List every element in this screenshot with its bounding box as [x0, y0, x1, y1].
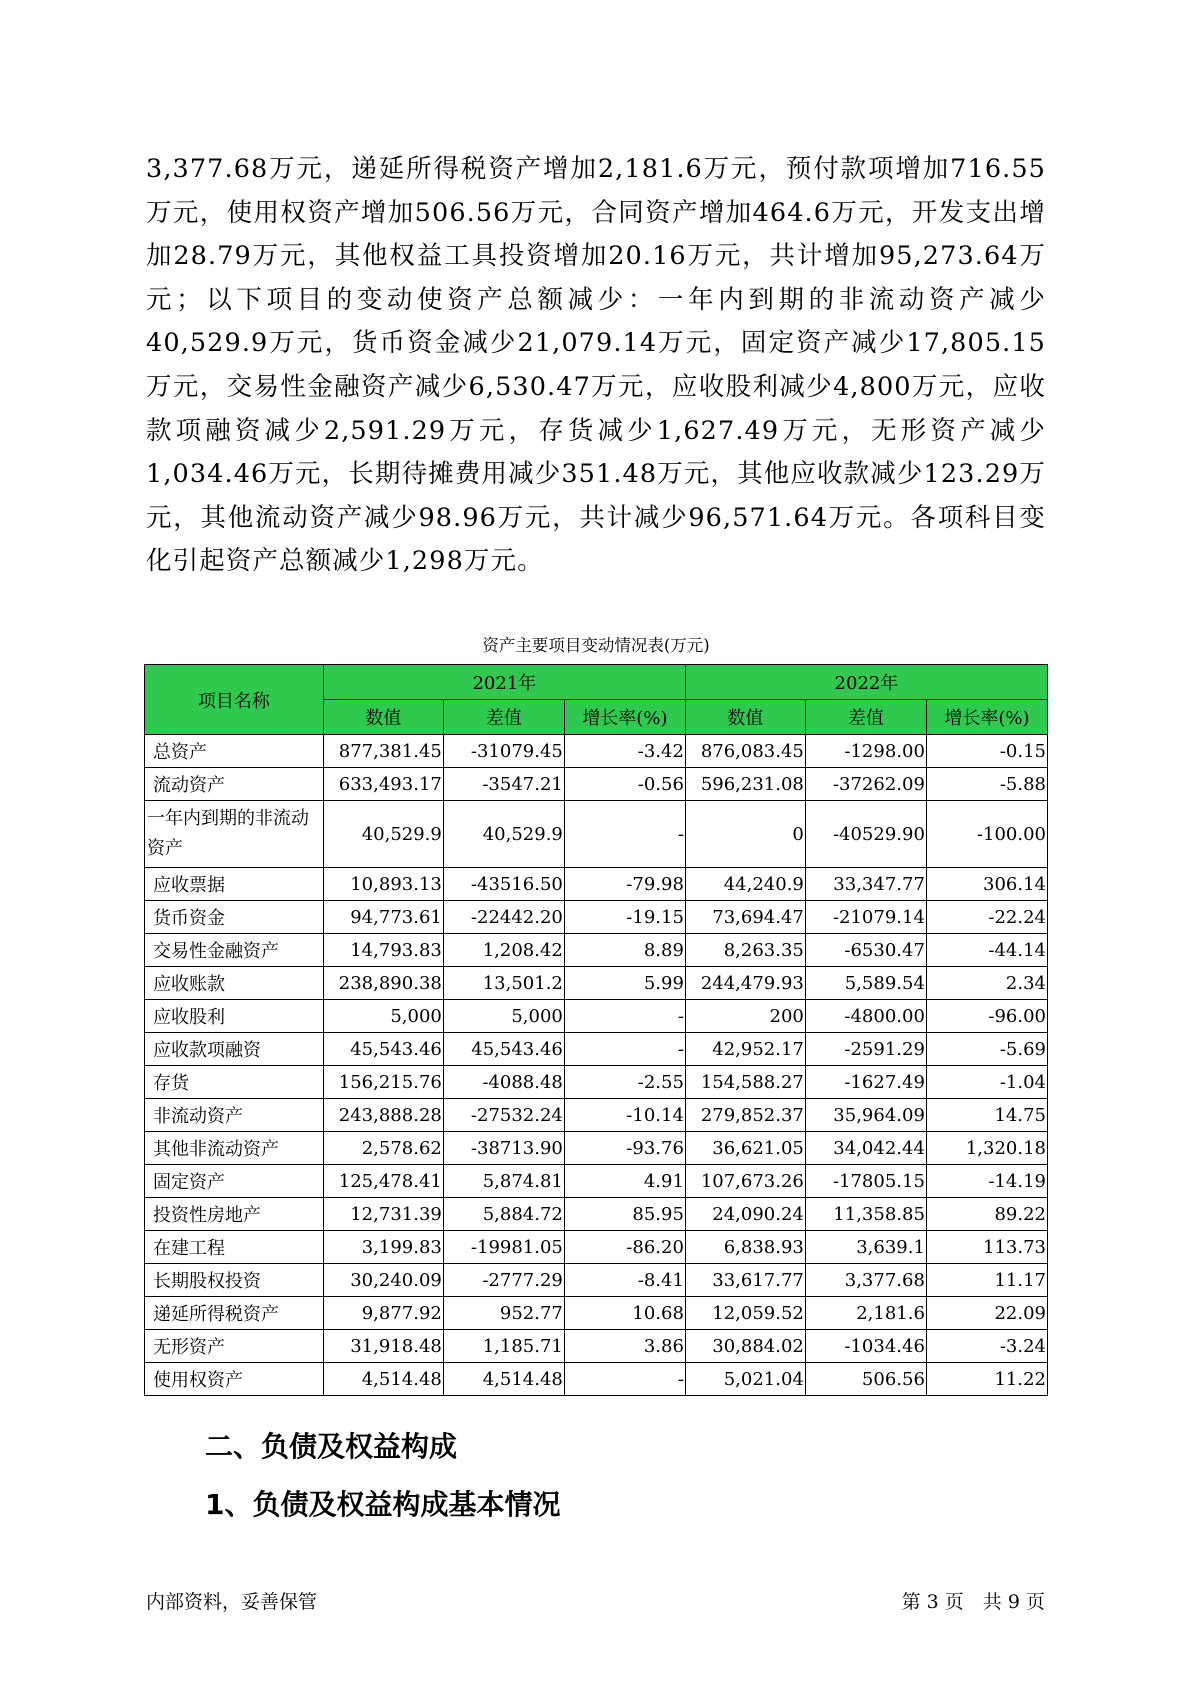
- value-2021-cell: 2,578.62: [323, 1132, 443, 1165]
- value-2021-cell: 94,773.61: [323, 901, 443, 934]
- diff-2022-cell: -1627.49: [805, 1066, 926, 1099]
- page-prefix: 第: [901, 1591, 921, 1613]
- page-current: 3: [926, 1591, 939, 1613]
- rate-2021-cell: -93.76: [564, 1132, 685, 1165]
- diff-2021-cell: 5,884.72: [443, 1198, 564, 1231]
- diff-2022-cell: -1298.00: [805, 735, 926, 768]
- rate-2021-cell: -86.20: [564, 1231, 685, 1264]
- body-paragraph: 3,377.68万元，递延所得税资产增加2,181.6万元，预付款项增加716.55万元，使用权资产增加506.56万元，合同资产增加464.6万元，开发支出增加28.79万元，其他权益工具投资增加20.16万元，共计增加95,273.64万元；以下项目的变动使资产总额减少：一年内到期的非流动资产减少40,529.9万元，货币资金减少21,079.14万元，固定资产减少17,805.15万元，交易性金融资产减少6,530.47万元，应收股利减少4,800万元，应收款项融资减少2,591.29万元，存货减少1,627.49万元，无形资产减少1,034.46万元，长期待摊费用减少351.48万元，其他应收款减少123.29万元，其他流动资产减少98.96万元，共计减少96,571.64万元。各项科目变化引起资产总额减少1,298万元。: [146, 154, 1046, 577]
- value-2021-cell: 31,918.48: [323, 1330, 443, 1363]
- value-2022-cell: 279,852.37: [685, 1099, 805, 1132]
- rate-2021-cell: -0.56: [564, 768, 685, 801]
- value-2021-cell: 3,199.83: [323, 1231, 443, 1264]
- diff-2021-cell: -3547.21: [443, 768, 564, 801]
- diff-2022-cell: -21079.14: [805, 901, 926, 934]
- value-2022-cell: 0: [685, 801, 805, 868]
- diff-2021-cell: 5,874.81: [443, 1165, 564, 1198]
- diff-2022-cell: 3,377.68: [805, 1264, 926, 1297]
- diff-2021-cell: -2777.29: [443, 1264, 564, 1297]
- value-2021-cell: 10,893.13: [323, 868, 443, 901]
- page-suffix: 页: [1025, 1591, 1045, 1613]
- diff-2021-cell: 45,543.46: [443, 1033, 564, 1066]
- rate-2022-cell: -14.19: [926, 1165, 1047, 1198]
- rate-2022-cell: -0.15: [926, 735, 1047, 768]
- diff-2021-cell: 1,185.71: [443, 1330, 564, 1363]
- rate-2022-cell: 11.22: [926, 1363, 1047, 1396]
- table-row: [145, 1198, 1048, 1231]
- rate-2021-cell: 8.89: [564, 934, 685, 967]
- value-2021-cell: 877,381.45: [323, 735, 443, 768]
- header-2021-value: 数值: [323, 700, 443, 735]
- item-name-cell: 无形资产: [145, 1330, 324, 1363]
- table-row: [145, 801, 1048, 868]
- value-2022-cell: 596,231.08: [685, 768, 805, 801]
- value-2021-cell: 12,731.39: [323, 1198, 443, 1231]
- table-row: [145, 934, 1048, 967]
- diff-2022-cell: 34,042.44: [805, 1132, 926, 1165]
- value-2021-cell: 243,888.28: [323, 1099, 443, 1132]
- item-name-cell: 总资产: [145, 735, 324, 768]
- table-row: [145, 1363, 1048, 1396]
- item-name-cell: 使用权资产: [145, 1363, 324, 1396]
- value-2021-cell: 30,240.09: [323, 1264, 443, 1297]
- table-row: [145, 868, 1048, 901]
- diff-2021-cell: 4,514.48: [443, 1363, 564, 1396]
- rate-2021-cell: 5.99: [564, 967, 685, 1000]
- value-2022-cell: 8,263.35: [685, 934, 805, 967]
- item-name-cell: 投资性房地产: [145, 1198, 324, 1231]
- header-year-2022: 2022年: [685, 665, 1047, 700]
- value-2022-cell: 244,479.93: [685, 967, 805, 1000]
- rate-2022-cell: 113.73: [926, 1231, 1047, 1264]
- rate-2021-cell: -: [564, 1363, 685, 1396]
- value-2022-cell: 154,588.27: [685, 1066, 805, 1099]
- rate-2022-cell: -96.00: [926, 1000, 1047, 1033]
- rate-2022-cell: -3.24: [926, 1330, 1047, 1363]
- table-row: [145, 735, 1048, 768]
- rate-2022-cell: -5.88: [926, 768, 1047, 801]
- item-name-cell: 在建工程: [145, 1231, 324, 1264]
- header-item-name: 项目名称: [145, 665, 324, 735]
- subsection-heading: 1、负债及权益构成基本情况: [205, 1488, 561, 1521]
- header-2021-diff: 差值: [443, 700, 564, 735]
- item-name-cell: 固定资产: [145, 1165, 324, 1198]
- header-2022-value: 数值: [685, 700, 805, 735]
- table-row: [145, 967, 1048, 1000]
- table-row: [145, 1231, 1048, 1264]
- table-row: [145, 901, 1048, 934]
- page-mid: 页 共: [944, 1591, 1002, 1613]
- value-2022-cell: 44,240.9: [685, 868, 805, 901]
- diff-2022-cell: -40529.90: [805, 801, 926, 868]
- diff-2022-cell: -17805.15: [805, 1165, 926, 1198]
- diff-2022-cell: -2591.29: [805, 1033, 926, 1066]
- value-2022-cell: 5,021.04: [685, 1363, 805, 1396]
- value-2022-cell: 107,673.26: [685, 1165, 805, 1198]
- diff-2022-cell: 35,964.09: [805, 1099, 926, 1132]
- value-2022-cell: 30,884.02: [685, 1330, 805, 1363]
- item-name-cell: 一年内到期的非流动资产: [145, 801, 324, 868]
- header-2022-diff: 差值: [805, 700, 926, 735]
- rate-2021-cell: -: [564, 801, 685, 868]
- value-2022-cell: 24,090.24: [685, 1198, 805, 1231]
- value-2022-cell: 200: [685, 1000, 805, 1033]
- item-name-cell: 长期股权投资: [145, 1264, 324, 1297]
- value-2022-cell: 36,621.05: [685, 1132, 805, 1165]
- diff-2022-cell: -4800.00: [805, 1000, 926, 1033]
- value-2021-cell: 9,877.92: [323, 1297, 443, 1330]
- value-2021-cell: 156,215.76: [323, 1066, 443, 1099]
- diff-2022-cell: 3,639.1: [805, 1231, 926, 1264]
- table-row: [145, 1297, 1048, 1330]
- value-2021-cell: 633,493.17: [323, 768, 443, 801]
- diff-2021-cell: -4088.48: [443, 1066, 564, 1099]
- value-2021-cell: 5,000: [323, 1000, 443, 1033]
- rate-2022-cell: 89.22: [926, 1198, 1047, 1231]
- rate-2021-cell: -3.42: [564, 735, 685, 768]
- value-2022-cell: 876,083.45: [685, 735, 805, 768]
- rate-2021-cell: 10.68: [564, 1297, 685, 1330]
- item-name-cell: 其他非流动资产: [145, 1132, 324, 1165]
- table-row: [145, 1033, 1048, 1066]
- value-2021-cell: 238,890.38: [323, 967, 443, 1000]
- diff-2021-cell: 952.77: [443, 1297, 564, 1330]
- rate-2022-cell: -1.04: [926, 1066, 1047, 1099]
- table-row: [145, 1099, 1048, 1132]
- diff-2021-cell: -19981.05: [443, 1231, 564, 1264]
- rate-2021-cell: -8.41: [564, 1264, 685, 1297]
- diff-2021-cell: -22442.20: [443, 901, 564, 934]
- value-2022-cell: 12,059.52: [685, 1297, 805, 1330]
- value-2021-cell: 45,543.46: [323, 1033, 443, 1066]
- table-row: [145, 1132, 1048, 1165]
- section-heading: 二、负债及权益构成: [205, 1430, 458, 1463]
- item-name-cell: 非流动资产: [145, 1099, 324, 1132]
- value-2021-cell: 14,793.83: [323, 934, 443, 967]
- diff-2021-cell: 13,501.2: [443, 967, 564, 1000]
- rate-2021-cell: 85.95: [564, 1198, 685, 1231]
- item-name-cell: 流动资产: [145, 768, 324, 801]
- header-2021-rate: 增长率(%): [564, 700, 685, 735]
- item-name-cell: 应收股利: [145, 1000, 324, 1033]
- table-row: [145, 1165, 1048, 1198]
- rate-2022-cell: 11.17: [926, 1264, 1047, 1297]
- diff-2021-cell: -27532.24: [443, 1099, 564, 1132]
- table-row: [145, 768, 1048, 801]
- rate-2021-cell: -: [564, 1033, 685, 1066]
- item-name-cell: 交易性金融资产: [145, 934, 324, 967]
- rate-2022-cell: 306.14: [926, 868, 1047, 901]
- diff-2022-cell: -6530.47: [805, 934, 926, 967]
- value-2021-cell: 4,514.48: [323, 1363, 443, 1396]
- rate-2021-cell: -19.15: [564, 901, 685, 934]
- diff-2021-cell: 5,000: [443, 1000, 564, 1033]
- header-year-2021: 2021年: [323, 665, 685, 700]
- value-2022-cell: 33,617.77: [685, 1264, 805, 1297]
- diff-2021-cell: -31079.45: [443, 735, 564, 768]
- diff-2022-cell: 506.56: [805, 1363, 926, 1396]
- rate-2021-cell: -10.14: [564, 1099, 685, 1132]
- item-name-cell: 应收账款: [145, 967, 324, 1000]
- page-total: 9: [1007, 1591, 1020, 1613]
- rate-2021-cell: 4.91: [564, 1165, 685, 1198]
- table-row: [145, 1264, 1048, 1297]
- diff-2022-cell: -37262.09: [805, 768, 926, 801]
- rate-2022-cell: 14.75: [926, 1099, 1047, 1132]
- footer-page-number: [902, 1587, 1045, 1614]
- asset-change-table: [144, 664, 1048, 1396]
- diff-2022-cell: -1034.46: [805, 1330, 926, 1363]
- diff-2022-cell: 5,589.54: [805, 967, 926, 1000]
- value-2022-cell: 42,952.17: [685, 1033, 805, 1066]
- table-body: [145, 735, 1048, 1396]
- rate-2021-cell: 3.86: [564, 1330, 685, 1363]
- diff-2021-cell: 40,529.9: [443, 801, 564, 868]
- diff-2021-cell: 1,208.42: [443, 934, 564, 967]
- rate-2022-cell: 1,320.18: [926, 1132, 1047, 1165]
- rate-2021-cell: -2.55: [564, 1066, 685, 1099]
- rate-2022-cell: 2.34: [926, 967, 1047, 1000]
- table-caption: 资产主要项目变动情况表(万元): [482, 636, 710, 655]
- rate-2022-cell: -5.69: [926, 1033, 1047, 1066]
- diff-2022-cell: 2,181.6: [805, 1297, 926, 1330]
- value-2021-cell: 125,478.41: [323, 1165, 443, 1198]
- table-row: [145, 1000, 1048, 1033]
- footer-confidential-note: 内部资料，妥善保管: [146, 1591, 318, 1613]
- item-name-cell: 递延所得税资产: [145, 1297, 324, 1330]
- rate-2022-cell: -22.24: [926, 901, 1047, 934]
- value-2021-cell: 40,529.9: [323, 801, 443, 868]
- diff-2021-cell: -43516.50: [443, 868, 564, 901]
- diff-2022-cell: 11,358.85: [805, 1198, 926, 1231]
- item-name-cell: 货币资金: [145, 901, 324, 934]
- item-name-cell: 应收款项融资: [145, 1033, 324, 1066]
- rate-2022-cell: -100.00: [926, 801, 1047, 868]
- diff-2021-cell: -38713.90: [443, 1132, 564, 1165]
- item-name-cell: 应收票据: [145, 868, 324, 901]
- rate-2021-cell: -: [564, 1000, 685, 1033]
- rate-2022-cell: -44.14: [926, 934, 1047, 967]
- table-row: [145, 1066, 1048, 1099]
- diff-2022-cell: 33,347.77: [805, 868, 926, 901]
- header-2022-rate: 增长率(%): [926, 700, 1047, 735]
- rate-2021-cell: -79.98: [564, 868, 685, 901]
- item-name-cell: 存货: [145, 1066, 324, 1099]
- value-2022-cell: 6,838.93: [685, 1231, 805, 1264]
- rate-2022-cell: 22.09: [926, 1297, 1047, 1330]
- value-2022-cell: 73,694.47: [685, 901, 805, 934]
- table-row: [145, 1330, 1048, 1363]
